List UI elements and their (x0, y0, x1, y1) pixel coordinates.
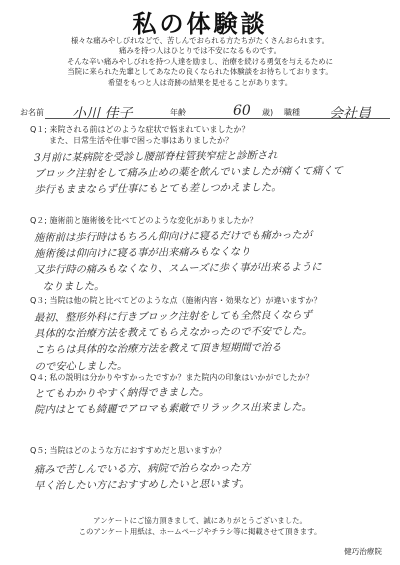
intro-line: 様々な痛みやしびれなどで、苦しんでおられる方たちがたくさんおられます。 (71, 36, 329, 45)
question-text: Q１; 来院される前はどのような症状で悩まれていましたか？ (30, 125, 250, 134)
answer-line: ので安心しました。 (34, 359, 128, 373)
question-text: また、日常生活や仕事で困った事はありましたか？ (49, 135, 233, 145)
intro-line: 当院に来られた先輩としてあなたの良くなられた体験談をお待ちしております。 (67, 67, 333, 77)
intro-line: 希望をもつと人は奇跡の結果を見せることがあります。 (107, 77, 293, 87)
question-5 (30, 446, 226, 457)
intro-line: そんな辛い痛みやしびれを持つ人達を励まし、治療を続ける勇気を与えるために (66, 56, 334, 66)
answer-line: 又歩行時の痛みもなくなり、スムーズに歩く事が出来るように (34, 261, 322, 277)
job-label: 職種 (284, 108, 300, 117)
answer-line: なりました。 (42, 279, 105, 293)
answer-line: 3月前に某病院を受診し腰部脊柱管狭窄症と診断され (34, 149, 278, 164)
intro-text (8, 36, 392, 88)
name-value: 小川 佳子 (72, 106, 133, 122)
answer-line: とてもわかりやすく納得できました。 (34, 386, 210, 400)
answer-line: こちらは具体的な治療方法を教えて頂き短期間で治る (34, 341, 282, 357)
question-text: Q２; 施術前と施術後を比べてどのような変化がありましたか？ (30, 216, 258, 225)
answer-2 (34, 227, 322, 295)
answer-3 (34, 307, 313, 375)
footer-note (40, 516, 360, 537)
footer-line: アンケートにご協力頂きまして、誠にありがとうございました。 (93, 516, 307, 525)
question-text: Q４; 私の説明は分かりやすかったですか？また院内の印象はいかがでしたか？ (30, 373, 314, 382)
question-text: Q３; 当院は他の院と比べてどのような点（施術内容・効果など）が違いますか？ (30, 296, 322, 305)
footer-line: このアンケート用紙は、ホームページやチラシ等に掲載させて頂きます。 (78, 526, 322, 536)
question-4 (30, 373, 314, 384)
answer-line: 最初、整形外科に行きブロック注射をしても全然良くならず (34, 309, 312, 324)
answer-line: 施術前は歩行時はもちろん仰向けに寝るだけでも痛かったが (34, 229, 313, 244)
profile-row (20, 103, 392, 123)
answer-line: ブロック注射をして痛み止めの薬を飲んでいましたが痛くて痛くて (34, 164, 344, 181)
intro-line: 痛みを持つ人はひとりでは不安になるものです。 (118, 46, 281, 56)
answer-line: 施術後は仰向けに寝る事が出来痛みもなくなり (34, 245, 251, 261)
job-value: 会社員 (329, 106, 371, 122)
profile-underline (45, 118, 390, 119)
answer-1 (34, 147, 343, 199)
answer-line: 痛みで苦しんでいる方、病院で治らなかった方 (34, 461, 251, 476)
answer-line: 具体的な治療方法を教えてもらえなかったので不安でした。 (34, 325, 313, 341)
answer-line: 早く治したい方におすすめしたいと思います。 (34, 477, 250, 493)
age-label: 年齢 (170, 108, 186, 117)
clinic-name: 健巧治療院 (344, 547, 382, 556)
question-text: Q５; 当院はどのような方におすすめだと思いますか？ (30, 446, 226, 455)
age-value: 60 (233, 103, 251, 119)
page-title: 私の体験談 (132, 10, 268, 38)
answer-5 (34, 460, 251, 495)
name-label: お名前 (20, 108, 44, 117)
question-2 (30, 216, 258, 227)
age-unit: 歳) (262, 108, 274, 117)
answer-4 (34, 383, 312, 418)
question-3 (30, 296, 322, 307)
answer-line: 院内はとても綺麗でアロマも素敵でリラックス出来ました。 (34, 401, 313, 417)
answer-line: 歩行もままならず仕事にもとても差しつかえました。 (34, 181, 282, 197)
question-1 (30, 125, 250, 146)
